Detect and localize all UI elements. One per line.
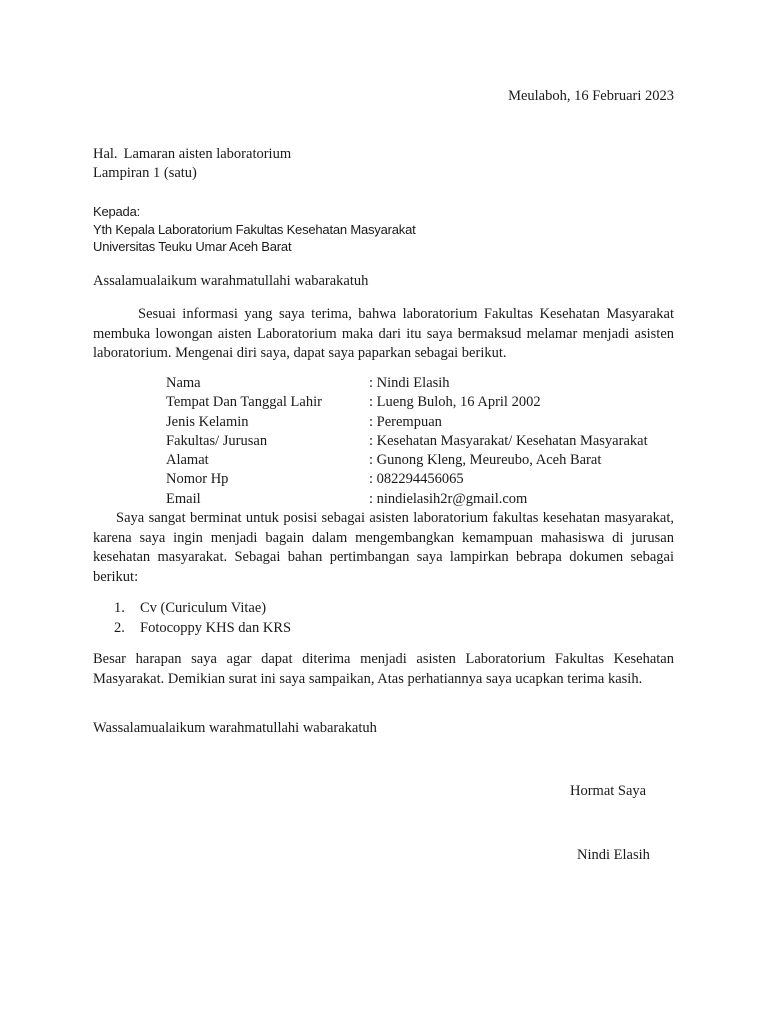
biodata-row-address [166, 451, 648, 470]
closing-paragraph: Besar harapan saya agar dapat diterima menjadi asisten Laboratorium Fakultas Kesehatan Masyarakat. Demikian surat ini saya sampaikan, Atas perhatiannya saya ucapkan terima kasih. [93, 651, 674, 687]
biodata-key: Fakultas/ Jurusan [166, 432, 268, 449]
attachment-count-line: Lampiran 1 (satu) [93, 165, 197, 181]
biodata-row-faculty [166, 432, 648, 451]
biodata-value: : 082294456065 [369, 471, 464, 488]
interest-paragraph: Saya sangat berminat untuk posisi sebagai asisten laboratorium fakultas kesehatan masyarakat, karena saya ingin menjadi bagain dalam mengembangkan kemampuan mahasiswa di jurusan kesehatan masyarakat. Sebagai bahan pertimbangan saya lampirkan bebrapa dokumen sebagai berikut: [93, 510, 674, 585]
signer-name: Nindi Elasih [577, 847, 650, 863]
attachment-list [114, 598, 291, 638]
intro-paragraph: Sesuai informasi yang saya terima, bahwa laboratorium Fakultas Kesehatan Masyarakat membuka lowongan aisten Laboratorium maka dari itu saya bermaksud melamar menjadi asisten laboratorium. Mengenai diri saya, dapat saya paparkan sebagai berikut. [93, 306, 674, 361]
subject-text: Lamaran aisten laboratorium [123, 146, 292, 162]
biodata-row-birth [166, 393, 648, 412]
biodata-row-email [166, 490, 648, 509]
list-item-text: Cv (Curiculum Vitae) [140, 600, 267, 616]
list-item-text: Fotocoppy KHS dan KRS [140, 620, 292, 636]
biodata-key: Email [166, 490, 201, 507]
closing-greeting: Wassalamualaikum warahmatullahi wabarakatuh [93, 720, 377, 736]
list-item-number: 2. [114, 620, 125, 636]
biodata-value: : Kesehatan Masyarakat/ Kesehatan Masyarakat [369, 432, 648, 449]
biodata-key: Tempat Dan Tanggal Lahir [166, 394, 322, 411]
subject-label: Hal. [93, 146, 118, 162]
biodata-key: Alamat [166, 452, 209, 469]
biodata-row-phone [166, 470, 648, 489]
greeting: Assalamualaikum warahmatullahi wabarakatuh [93, 273, 369, 289]
biodata-row-gender [166, 413, 648, 432]
biodata-value: : nindielasih2r@gmail.com [369, 490, 528, 507]
recipient-line-2: Universitas Teuku Umar Aceh Barat [93, 239, 292, 254]
biodata-table [166, 374, 648, 509]
recipient-to: Kepada: [93, 204, 141, 219]
biodata-row-name [166, 374, 648, 393]
subject-line [93, 145, 291, 164]
biodata-key: Nomor Hp [166, 471, 229, 488]
biodata-value: : Nindi Elasih [369, 375, 450, 391]
biodata-key: Jenis Kelamin [166, 413, 249, 430]
biodata-value: : Gunong Kleng, Meureubo, Aceh Barat [369, 452, 602, 469]
recipient-line-1: Yth Kepala Laboratorium Fakultas Kesehatan Masyarakat [93, 222, 416, 237]
biodata-key: Nama [166, 375, 201, 391]
list-item [114, 598, 291, 618]
regards: Hormat Saya [570, 783, 647, 799]
letter-date: Meulaboh, 16 Februari 2023 [508, 88, 674, 104]
biodata-value: : Lueng Buloh, 16 April 2002 [369, 394, 541, 411]
list-item [114, 618, 291, 638]
list-item-number: 1. [114, 600, 125, 616]
biodata-value: : Perempuan [369, 413, 442, 430]
